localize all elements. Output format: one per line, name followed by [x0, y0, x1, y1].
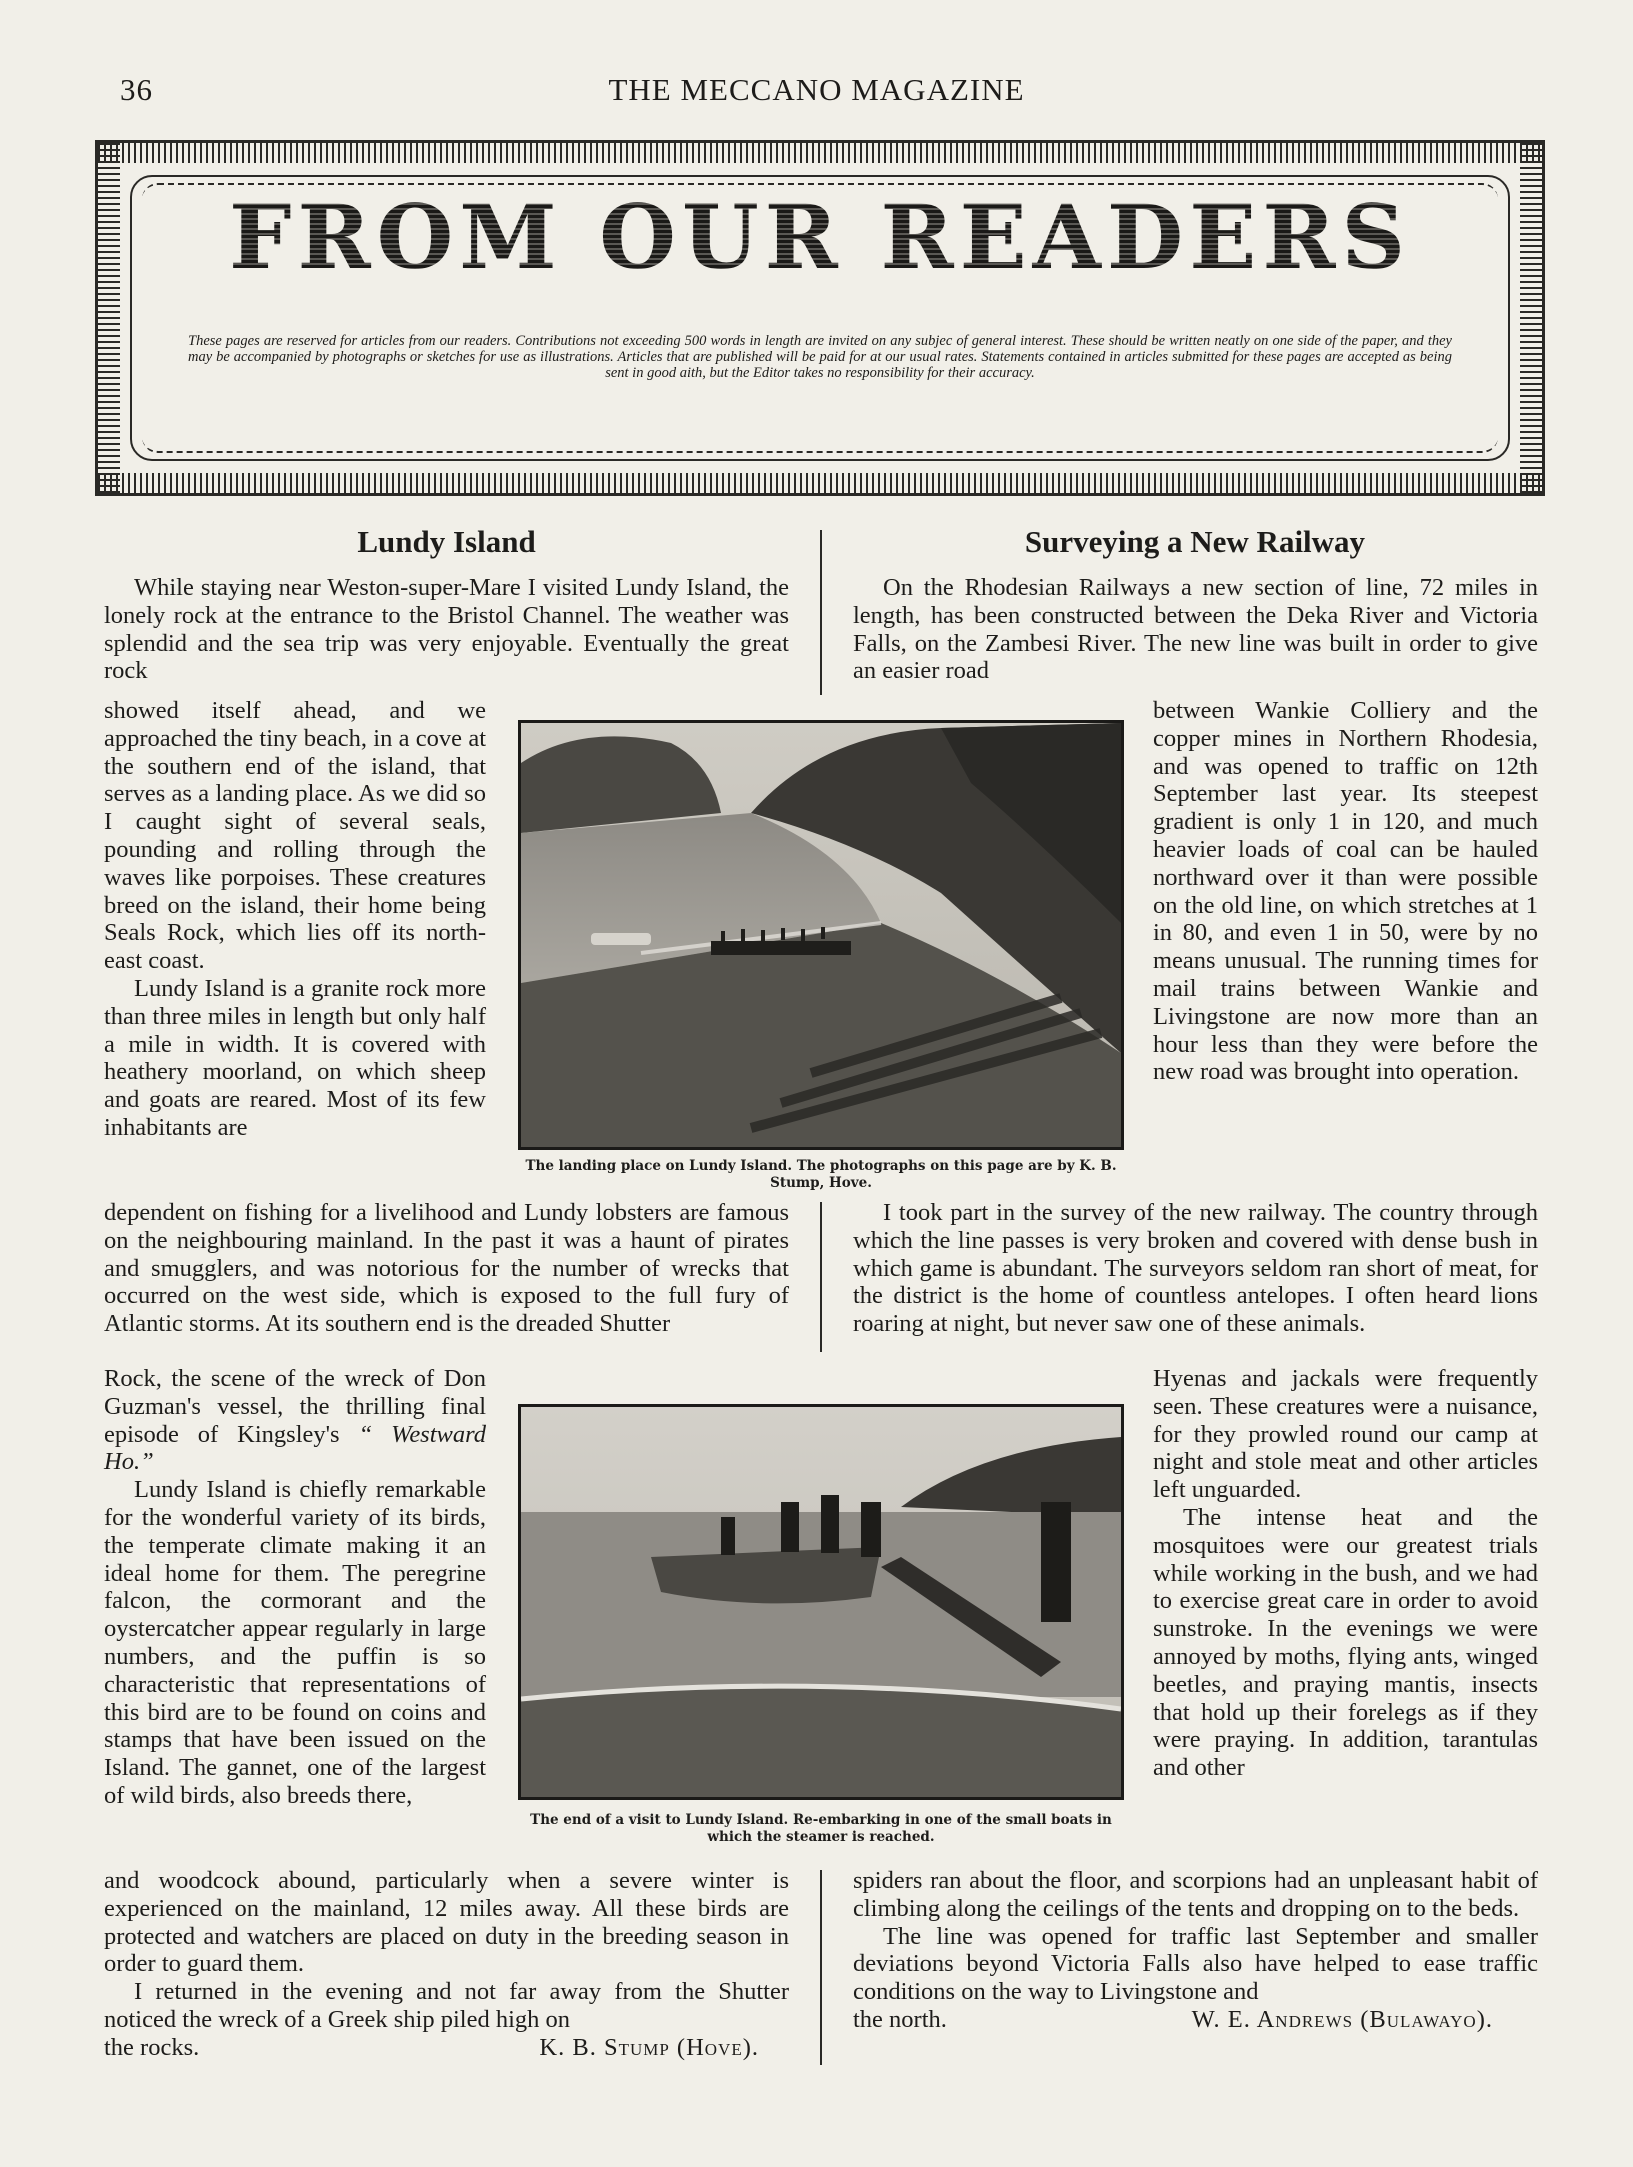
right-block-narrow-2: [1153, 1365, 1538, 1782]
paragraph: Lundy Island is a granite rock more than three miles in length but only half a mile in width. It is covered with heathery moorland, on which sheep and goats are reared. Most of its few inhabitants are: [104, 974, 486, 1141]
paragraph: dependent on fishing for a livelihood and Lundy lobsters are famous on the neighbouring mainland. In the past it was a haunt of pirates and smugglers, and was notorious for the number of wrecks that occurred on the west side, which is exposed to the full fury of Atlantic storms. At its southern end is the dreaded Shutter: [104, 1199, 789, 1338]
section-banner: [95, 140, 1545, 496]
text: the rocks.: [104, 2033, 200, 2061]
magazine-title: THE MECCANO MAGAZINE: [608, 72, 1025, 107]
top-photo-caption: The landing place on Lundy Island. The photographs on this page are by K. B. Stump, Hove.: [525, 1158, 1117, 1191]
paragraph: Hyenas and jackals were frequently seen. These creatures were a nuisance, for they prowled round our camp at night and stole meat and other articles left unguarded.: [1153, 1365, 1538, 1504]
left-block-full-3: [104, 1867, 789, 2062]
landing-place-photo: [518, 720, 1124, 1150]
banner-note: These pages are reserved for articles from our readers. Contributions not exceeding 500 words in length are invited on any subjec of general interest. These should be written neatly on one side of the paper, and they may be accompanied by photographs or sketches for use as illustrations. Articles that are published will be paid for at our usual rates. Statements contained in articles submitted for these pages are accepted as being sent in good aith, but the Editor takes no responsibility for their accuracy.: [188, 333, 1452, 381]
paragraph: [104, 1365, 486, 1476]
paragraph: showed itself ahead, and we approached the tiny beach, in a cove at the southern end of the island, that serves as a landing place. As we did so I caught sight of several seals, pounding and rolling through the waves like porpoises. These creatures breed on the island, their home being Seals Rock, which lies off its north-east coast.: [104, 697, 486, 975]
paragraph: On the Rhodesian Railways a new section of line, 72 miles in length, has been constructed between the Deka River and Victoria Falls, on the Zambesi River. The new line was built in order to give an easier road: [853, 574, 1538, 685]
book-title: “ Westward Ho.”: [104, 1420, 486, 1476]
right-block-full-3: [853, 1867, 1538, 2034]
right-block-full-2: [853, 1199, 1538, 1338]
signature-line: [104, 2034, 789, 2062]
left-block-full-1: [104, 574, 789, 685]
banner-title: FROM OUR READERS: [98, 185, 1542, 289]
paragraph: Lundy Island is chiefly remarkable for the wonderful variety of its birds, the temperate climate making it an ideal home for them. The peregrine falcon, the cormorant and the oystercatcher appear regularly in large numbers, and the puffin is so characteristic that representations of this bird are to be found on coins and stamps that have been issued on the Island. The gannet, one of the largest of wild birds, also breeds there,: [104, 1476, 486, 1809]
paragraph: and woodcock abound, particularly when a severe winter is experienced on the mainland, 12 miles away. All these birds are protected and watchers are placed on duty in the breeding season in order to guard them.: [104, 1867, 789, 1978]
paragraph: The intense heat and the mosquitoes were our greatest trials while working in the bush, and we had to exercise great care in order to avoid sunstroke. In the evenings we were annoyed by moths, flying ants, winged beetles, and praying mantis, insects that hold up their forelegs as if they were praying. In addition, tarantulas and other: [1153, 1503, 1538, 1782]
author-signature: W. E. Andrews (Bulawayo).: [1191, 2005, 1493, 2033]
paragraph: I returned in the evening and not far away from the Shutter noticed the wreck of a Greek ship piled high on: [104, 1978, 789, 2033]
column-rule-bottom: [820, 1870, 822, 2065]
text: Rock, the scene of the wreck of Don Guzman's vessel, the thrilling final episode of Kingsley's: [104, 1365, 486, 1448]
left-block-narrow-2: [104, 1365, 486, 1810]
paragraph: spiders ran about the floor, and scorpions had an unpleasant habit of climbing along the ceilings of the tents and dropping on to the beds.: [853, 1867, 1538, 1922]
page-number: 36: [120, 72, 153, 107]
left-block-full-2: [104, 1199, 789, 1338]
right-block-full-1: [853, 574, 1538, 685]
paragraph: I took part in the survey of the new railway. The country through which the line passes is very broken and covered with dense bush in which game is abundant. The surveyors seldom ran short of meat, for the district is the home of countless antelopes. I often heard lions roaring at night, but never saw one of these animals.: [853, 1199, 1538, 1338]
text: the north.: [853, 2005, 947, 2033]
right-article-title: Surveying a New Railway: [1024, 524, 1366, 559]
left-article-title: Lundy Island: [357, 524, 536, 559]
paragraph: While staying near Weston-super-Mare I visited Lundy Island, the lonely rock at the entrance to the Bristol Channel. The weather was splendid and the sea trip was very enjoyable. Eventually the great rock: [104, 574, 789, 685]
column-rule-top: [820, 530, 822, 695]
right-block-narrow-1: [1153, 697, 1538, 1086]
column-rule-middle: [820, 1202, 822, 1352]
signature-line: [853, 2006, 1538, 2034]
author-signature: K. B. Stump (Hove).: [539, 2033, 759, 2061]
paragraph: between Wankie Colliery and the copper mines in Northern Rhodesia, and was opened to traffic on 12th September last year. Its steepest gradient is only 1 in 120, and much heavier loads of coal can be hauled northward over it than were possible on the old line, on which stretches at 1 in 80, and even 1 in 50, were by no means unusual. The running times for mail trains between Wankie and Livingstone are now more than an hour less than they were before the new road was brought into operation.: [1153, 697, 1538, 1086]
left-block-narrow-1: [104, 697, 486, 1142]
reembarking-photo: [518, 1404, 1124, 1800]
paragraph: The line was opened for traffic last September and smaller deviations beyond Victoria Falls also have helped to ease traffic conditions on the way to Livingstone and: [853, 1922, 1538, 2006]
bottom-photo-caption: The end of a visit to Lundy Island. Re-embarking in one of the small boats in which the steamer is reached.: [530, 1812, 1112, 1845]
